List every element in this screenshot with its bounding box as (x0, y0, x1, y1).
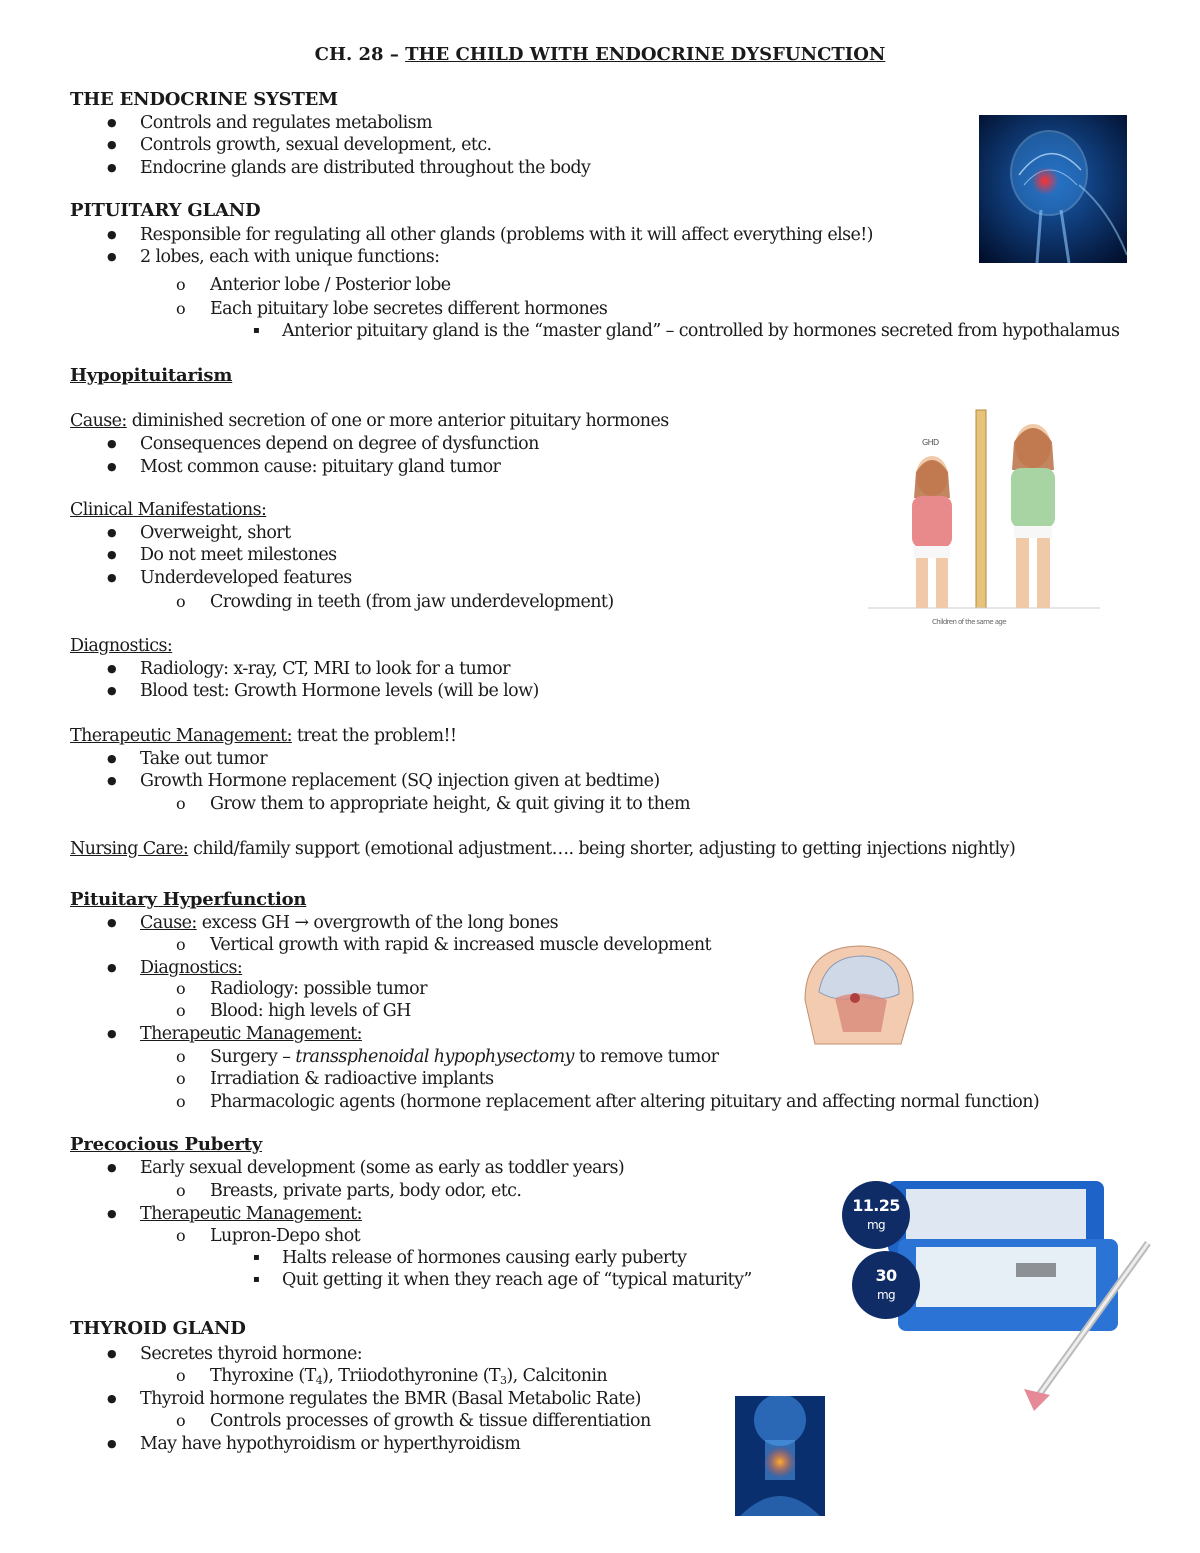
svg-text:mg: mg (876, 1288, 896, 1302)
list-item: ● Controls growth, sexual development, etc. (140, 134, 492, 156)
list-item: ● Blood test: Growth Hormone levels (will be low) (140, 680, 539, 702)
diagnostics-label: Diagnostics: (70, 636, 173, 656)
list-item: ● Early sexual development (some as early as toddler years) (140, 1157, 624, 1179)
list-item: ● Controls and regulates metabolism (140, 112, 432, 134)
svg-text:30: 30 (875, 1266, 897, 1285)
list-item: o Grow them to appropriate height, & quit giving it to them (210, 793, 690, 815)
lupron-depot-image (840, 1177, 1155, 1413)
list-item: ● 2 lobes, each with unique functions: (140, 246, 439, 268)
endocrine-heading: THE ENDOCRINE SYSTEM (70, 89, 338, 110)
list-item: o Vertical growth with rapid & increased muscle development (210, 934, 711, 956)
list-item: ● Thyroid hormone regulates the BMR (Basal Metabolic Rate) (140, 1388, 641, 1410)
list-item: ▪ Anterior pituitary gland is the “master gland” – controlled by hormones secreted from hypothalamus (282, 320, 1119, 342)
pituitary-heading: PITUITARY GLAND (70, 200, 261, 221)
list-item: ● Consequences depend on degree of dysfunction (140, 433, 539, 455)
clinical-label: Clinical Manifestations: (70, 500, 267, 520)
hyperfunction-heading: Pituitary Hyperfunction (70, 889, 307, 910)
list-item: o Each pituitary lobe secretes different hormones (210, 298, 607, 320)
list-item: ● Growth Hormone replacement (SQ injection given at bedtime) (140, 770, 660, 792)
list-item: ● Diagnostics: (140, 957, 242, 979)
list-item: ● Take out tumor (140, 748, 267, 770)
list-item: o Controls processes of growth & tissue differentiation (210, 1410, 651, 1432)
list-item: o Irradiation & radioactive implants (210, 1068, 494, 1090)
list-item: o Anterior lobe / Posterior lobe (210, 274, 451, 296)
precocious-heading: Precocious Puberty (70, 1134, 263, 1155)
list-item: o Breasts, private parts, body odor, etc. (210, 1180, 521, 1202)
list-item: o Lupron-Depo shot (210, 1225, 360, 1247)
list-item: o Surgery – transsphenoidal hypophysectomy to remove tumor (210, 1046, 718, 1068)
list-item: ● Therapeutic Management: (140, 1203, 362, 1225)
head-cross-section-image (795, 940, 923, 1046)
thyroid-neck-image (735, 1396, 825, 1516)
list-item: ● Most common cause: pituitary gland tumor (140, 456, 500, 478)
list-item: o Pharmacologic agents (hormone replacement after altering pituitary and affecting normal function) (210, 1091, 1039, 1113)
svg-text:GHD: GHD (922, 438, 939, 447)
list-item: o Crowding in teeth (from jaw underdevelopment) (210, 591, 614, 613)
hypo-cause: Cause: diminished secretion of one or more anterior pituitary hormones (70, 411, 669, 431)
list-item: ● Endocrine glands are distributed throughout the body (140, 157, 590, 179)
list-item: ▪ Halts release of hormones causing early puberty (282, 1247, 686, 1269)
list-item: ● Therapeutic Management: (140, 1023, 362, 1045)
list-item: o Blood: high levels of GH (210, 1000, 411, 1022)
svg-text:mg: mg (866, 1218, 886, 1232)
list-item: ● Responsible for regulating all other glands (problems with it will affect everything else!) (140, 224, 873, 246)
list-item: ▪ Quit getting it when they reach age of “typical maturity” (282, 1269, 752, 1291)
list-item: o Radiology: possible tumor (210, 978, 427, 1000)
svg-text:Children of the same age: Children of the same age (932, 618, 1006, 626)
list-item: ● Overweight, short (140, 522, 291, 544)
list-item: o Thyroxine $(T_4)$, Triiodothyronine $(T_3)$, Calcitonin (210, 1365, 607, 1387)
nursing-care: Nursing Care: child/family support (emotional adjustment…. being shorter, adjusting to getting injections nightly) (70, 839, 1016, 859)
svg-text:11.25: 11.25 (852, 1196, 900, 1215)
list-item: ● Secretes thyroid hormone: (140, 1343, 362, 1365)
page-title: CH. 28 – THE CHILD WITH ENDOCRINE DYSFUNCTION (314, 44, 886, 65)
thyroid-heading: THYROID GLAND (70, 1318, 246, 1339)
list-item: ● Underdeveloped features (140, 567, 352, 589)
hypopituitarism-heading: Hypopituitarism (70, 365, 233, 386)
therapeutic-management: Therapeutic Management: treat the problem!! (70, 726, 457, 746)
list-item: ● Do not meet milestones (140, 544, 337, 566)
list-item: ● Cause: excess GH → overgrowth of the long bones (140, 912, 558, 934)
children-height-comparison-image (868, 408, 1100, 630)
list-item: ● May have hypothyroidism or hyperthyroidism (140, 1433, 520, 1455)
brain-xray-image (979, 115, 1127, 263)
list-item: ● Radiology: x-ray, CT, MRI to look for a tumor (140, 658, 510, 680)
